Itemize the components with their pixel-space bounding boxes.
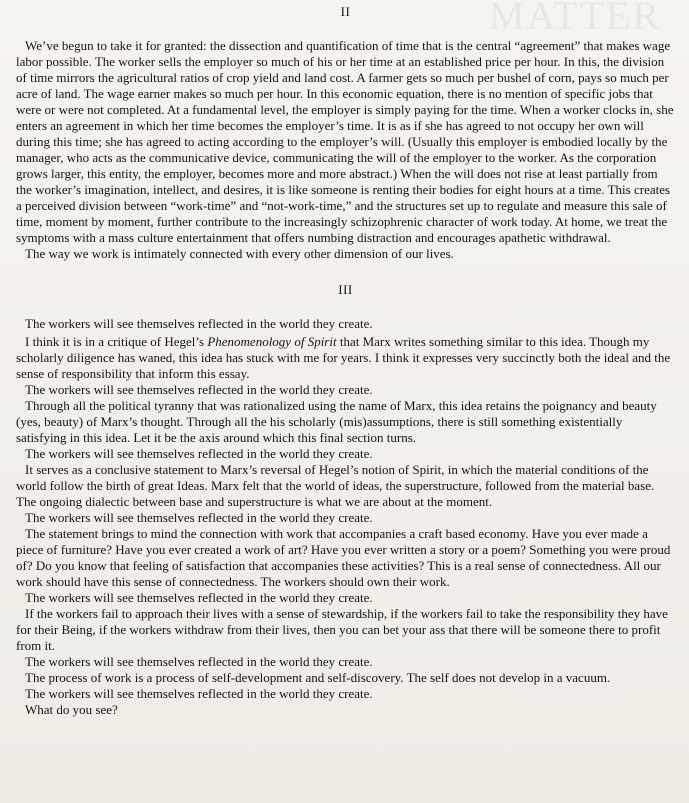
refrain-line: The workers will see themselves reflected in the world they create. xyxy=(25,590,373,605)
hegel-text-after: that Marx writes something similar to this idea. Though my scholarly diligence has waned, this idea has stuck with me for years. I think it expresses very succinctly both the ideal and the sense of responsibility that inform this essay. xyxy=(16,334,671,381)
section-ii-paragraph: We’ve begun to take it for granted: the dissection and quantification of time that is the central “agreement” that makes wage labor possible. The worker sells the employer so much of his or her time at an established price per hour. In this, the division of time mirrors the agricultural ratios of crop yield and land cost. A farmer gets so much per bushel of corn, pays so much per acre of land. The wage earner makes so much per hour. In this economic equation, there is no mention of specific jobs that were or were not completed. At a fundamental level, the employer is simply paying for the time. When a worker clocks in, she enters an agreement in which her time becomes the employer’s time. It is as if she has agreed to not occupy her own will during this time; she has agreed to acting according to the employer’s will. (Usually this employer is embodied locally by the manager, who acts as the communicative device, communicating the will of the employer to the worker. As the corporation grows larger, this entity, the employer, becomes more and more abstract.) When the will does not rise at least partially from the worker’s imagination, intellect, and desires, it is like someone is renting their bodies for eight hours at a time. This creates a perceived division between “work-time” and “not-work-time,” and the structures set up to regulate and measure this sale of time, moment by moment, further contribute to the increasingly schizophrenic character of work today. At home, we treat the symptoms with a mass culture entertainment that offers numbing distraction and encourages apathetic withdrawal. xyxy=(16,38,674,245)
section-iii-paragraph: If the workers fail to approach their lives with a sense of stewardship, if the workers fail to take the responsibility they have for their Being, if the workers withdraw from their lives, then you can bet your ass that there will be someone there to profit from it. xyxy=(16,606,668,653)
refrain-line: The workers will see themselves reflected in the world they create. xyxy=(25,686,373,701)
section-iii-paragraph: The statement brings to mind the connection with work that accompanies a craft based economy. Have you ever made a piece of furniture? Have you ever created a work of art? Have you ever written a story or a poem? Something you were proud of? Do you know that feeling of satisfaction that accompanies these activities? This is a real sense of connectedness. All our work should have this sense of connectedness. The workers should own their work. xyxy=(16,526,671,589)
section-heading-ii: II xyxy=(340,4,351,19)
refrain-line: The workers will see themselves reflected in the world they create. xyxy=(25,382,373,397)
section-iii-paragraph xyxy=(16,334,675,382)
closing-question: What do you see? xyxy=(25,702,118,717)
bleed-through-texture: MATTER xyxy=(489,0,661,38)
refrain-line: The workers will see themselves reflected in the world they create. xyxy=(25,510,373,525)
refrain-line: The workers will see themselves reflected in the world they create. xyxy=(25,654,373,669)
book-title: Phenomenology of Spirit xyxy=(207,334,337,349)
section-heading-iii: III xyxy=(338,282,353,297)
refrain-line: The workers will see themselves reflected in the world they create. xyxy=(25,316,373,331)
section-iii-paragraph: It serves as a conclusive statement to Marx’s reversal of Hegel’s notion of Spirit, in which the material conditions of the world follow the birth of great Ideas. Marx felt that the world of ideas, the superstructure, followed from the material base. The ongoing dialectic between base and superstructure is what we are about at the moment. xyxy=(16,462,655,509)
section-iii-paragraph: The process of work is a process of self-development and self-discovery. The self does not develop in a vacuum. xyxy=(25,670,611,685)
hegel-text-before: I think it is in a critique of Hegel’s xyxy=(25,334,208,349)
section-iii-paragraph: Through all the political tyranny that was rationalized using the name of Marx, this idea retains the poignancy and beauty (yes, beauty) of Marx’s thought. Through all the his scholarly (mis)assumptions, there is still something existentially satisfying in this idea. Let it be the axis around which this final section turns. xyxy=(16,398,657,445)
section-ii-paragraph: The way we work is intimately connected with every other dimension of our lives. xyxy=(25,246,454,261)
refrain-line: The workers will see themselves reflected in the world they create. xyxy=(25,446,373,461)
